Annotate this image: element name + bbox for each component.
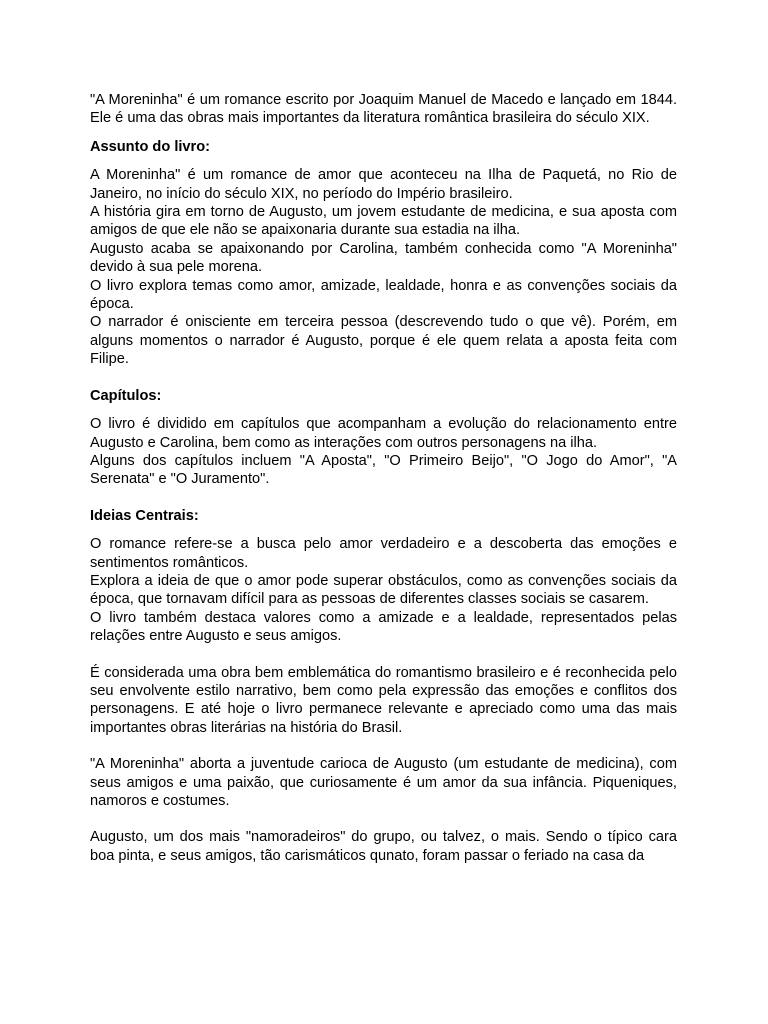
assunto-line: Augusto acaba se apaixonando por Carolina, também conhecida como "A Moreninha" devido à sua pele morena. (90, 240, 677, 276)
section-heading-ideias: Ideias Centrais: (90, 507, 199, 524)
intro-paragraph: "A Moreninha" é um romance escrito por Joaquim Manuel de Macedo e lançado em 1844. Ele é uma das obras mais importantes da literatura romântica brasileira do século XIX. (90, 92, 677, 127)
spacer (90, 489, 677, 507)
assunto-line: A Moreninha" é um romance de amor que aconteceu na Ilha de Paquetá, no Rio de Janeiro, no início do século XIX, no período do Império brasileiro. (90, 167, 677, 202)
assunto-line: O narrador é onisciente em terceira pessoa (descrevendo tudo o que vê). Porém, em alguns momentos o narrador é Augusto, porque é ele quem relata a aposta feita com Filipe. (90, 314, 677, 368)
assunto-line: A história gira em torno de Augusto, um jovem estudante de medicina, e sua aposta com amigos de que ele não se apaixonaria durante sua estadia na ilha. (90, 204, 677, 239)
spacer (90, 405, 677, 415)
spacer (90, 646, 677, 664)
ideias-line: O livro também destaca valores como a amizade e a lealdade, representados pelas relações entre Augusto e seus amigos. (90, 609, 677, 645)
closing-paragraph: "A Moreninha" aborta a juventude carioca de Augusto (um estudante de medicina), com seus amigos e uma paixão, que curiosamente é um amor da sua infância. Piqueniques, namoros e costumes. (90, 756, 677, 809)
document-page (90, 91, 677, 865)
spacer (90, 369, 677, 387)
ideias-line: O romance refere-se a busca pelo amor verdadeiro e a descoberta das emoções e sentimentos românticos. (90, 536, 677, 571)
spacer (90, 810, 677, 828)
ideias-body (90, 535, 677, 645)
spacer (90, 156, 677, 166)
capitulos-body (90, 415, 677, 489)
section-heading-capitulos: Capítulos: (90, 387, 162, 404)
spacer (90, 128, 677, 138)
ideias-line: Explora a ideia de que o amor pode superar obstáculos, como as convenções sociais da época, que tornavam difícil para as pessoas de diferentes classes sociais se casarem. (90, 572, 677, 608)
assunto-body (90, 166, 677, 368)
assunto-line: O livro explora temas como amor, amizade, lealdade, honra e as convenções sociais da época. (90, 277, 677, 313)
section-heading-assunto: Assunto do livro: (90, 138, 210, 155)
capitulos-line: O livro é dividido em capítulos que acompanham a evolução do relacionamento entre Augusto e Carolina, bem como as interações com outros personagens na ilha. (90, 416, 677, 451)
closing-paragraph: Augusto, um dos mais "namoradeiros" do grupo, ou talvez, o mais. Sendo o típico cara boa pinta, e seus amigos, tão carismáticos qunato, foram passar o feriado na casa da (90, 829, 677, 864)
spacer (90, 525, 677, 535)
closing-paragraph: É considerada uma obra bem emblemática do romantismo brasileiro e é reconhecida pelo seu envolvente estilo narrativo, bem como pela expressão das emoções e conflitos dos personagens. E até hoje o livro permanece relevante e apreciado como uma das mais importantes obras literárias na história do Brasil. (90, 664, 677, 736)
capitulos-line: Alguns dos capítulos incluem "A Aposta", "O Primeiro Beijo", "O Jogo do Amor", "A Serenata" e "O Juramento". (90, 452, 677, 488)
spacer (90, 737, 677, 755)
